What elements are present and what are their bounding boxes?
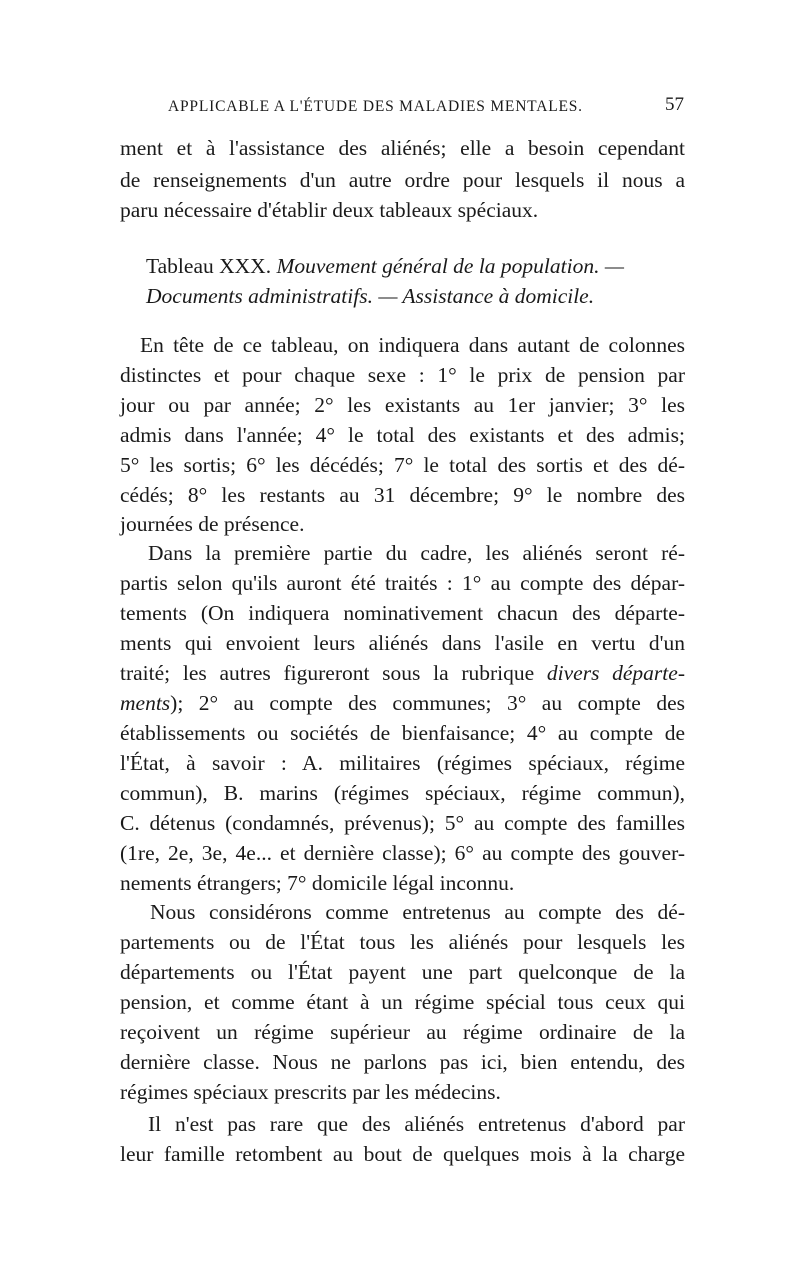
text-line: admis dans l'année; 4° le total des existants et des admis; <box>120 423 685 447</box>
italic-fragment: divers départe- <box>546 661 685 685</box>
text-line: partis selon qu'ils auront été traités : 1° au compte des dépar- <box>120 571 685 595</box>
text-line: jour ou par année; 2° les existants au 1er janvier; 3° les <box>120 393 685 417</box>
text-line: tements (On indiquera nominativement chacun des départe- <box>120 601 685 625</box>
text-line: 5° les sortis; 6° les décédés; 7° le total des sortis et des dé- <box>120 453 685 477</box>
text-line: l'État, à savoir : A. militaires (régimes spéciaux, régime <box>120 751 685 775</box>
italic-fragment: ments <box>120 691 171 715</box>
text-line: distinctes et pour chaque sexe : 1° le prix de pension par <box>120 363 685 387</box>
text-line: régimes spéciaux prescrits par les médecins. <box>120 1080 501 1104</box>
text-fragment: traité; les autres figureront sous la rubrique <box>120 661 547 685</box>
table-heading-line-1 <box>146 254 624 279</box>
text-line: cédés; 8° les restants au 31 décembre; 9° le nombre des <box>120 483 685 507</box>
text-line: de renseignements d'un autre ordre pour lesquels il nous a <box>120 168 685 192</box>
text-line: établissements ou sociétés de bienfaisance; 4° au compte de <box>120 721 685 745</box>
page-header <box>168 94 688 122</box>
text-line: ments qui envoient leurs aliénés dans l'asile en vertu d'un <box>120 631 685 655</box>
text-line: nements étrangers; 7° domicile légal inconnu. <box>120 871 515 895</box>
text-line: départements ou l'État payent une part quelconque de la <box>120 960 685 984</box>
text-line: ment et à l'assistance des aliénés; elle a besoin cependant <box>120 136 685 160</box>
table-title: Mouvement général de la population. — <box>276 254 624 278</box>
table-label: Tableau XXX. <box>146 254 272 278</box>
text-line: reçoivent un régime supérieur au régime ordinaire de la <box>120 1020 685 1044</box>
page-number: 57 <box>665 94 684 115</box>
text-line <box>120 691 685 716</box>
table-heading-line-2: Documents administratifs. — Assistance à domicile. <box>146 284 595 308</box>
text-line: pension, et comme étant à un régime spécial tous ceux qui <box>120 990 685 1014</box>
text-line: commun), B. marins (régimes spéciaux, régime commun), <box>120 781 685 805</box>
text-line: Dans la première partie du cadre, les aliénés seront ré- <box>148 541 685 565</box>
text-line: paru nécessaire d'établir deux tableaux spéciaux. <box>120 198 539 222</box>
text-fragment: ); 2° au compte des communes; 3° au compte des <box>170 691 685 715</box>
text-line: journées de présence. <box>120 512 305 536</box>
text-line: En tête de ce tableau, on indiquera dans autant de colonnes <box>140 333 685 357</box>
text-line: Il n'est pas rare que des aliénés entretenus d'abord par <box>148 1112 685 1136</box>
text-line: (1re, 2e, 3e, 4e... et dernière classe); 6° au compte des gouver- <box>120 841 685 865</box>
text-line <box>120 661 685 686</box>
text-line: C. détenus (condamnés, prévenus); 5° au compte des familles <box>120 811 685 835</box>
text-line: dernière classe. Nous ne parlons pas ici, bien entendu, des <box>120 1050 685 1074</box>
text-line: partements ou de l'État tous les aliénés pour lesquels les <box>120 930 685 954</box>
running-head: APPLICABLE A L'ÉTUDE DES MALADIES MENTALES. <box>168 98 583 115</box>
text-line: leur famille retombent au bout de quelques mois à la charge <box>120 1142 685 1166</box>
text-line: Nous considérons comme entretenus au compte des dé- <box>150 900 685 924</box>
